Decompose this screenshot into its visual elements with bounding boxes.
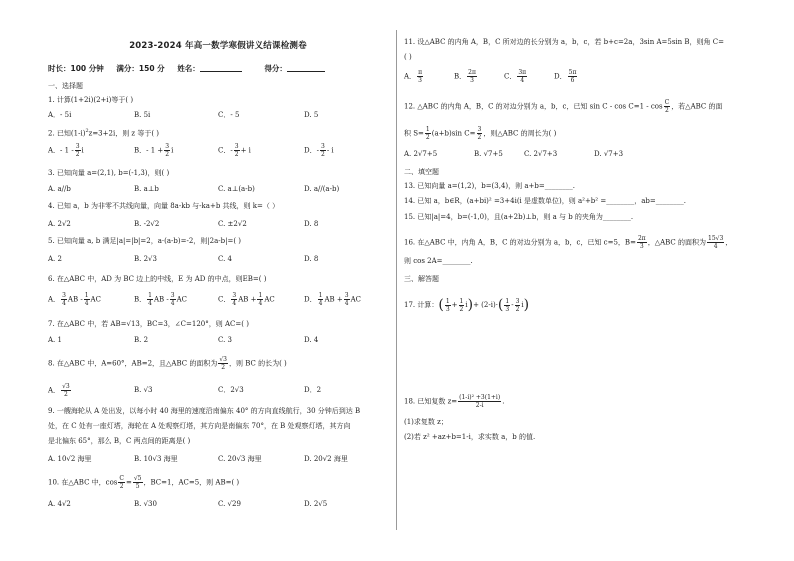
q14-stem[interactable]: 14. 已知 a，b∈R，(a+bi)² =3+4i(i 是虚数单位)，则 a²+b² =________，ab=________.: [404, 197, 686, 205]
time-label: 时长：100 分钟: [48, 64, 104, 73]
q4-option-c[interactable]: C. ±2√2: [218, 220, 247, 228]
section-answer: 三、解答题: [404, 275, 439, 283]
q8-option-a[interactable]: A． $\frac{√3}{2}$: [48, 383, 70, 398]
q5-option-d[interactable]: D. 8: [304, 255, 319, 263]
q7-option-b[interactable]: B. 2: [134, 336, 149, 344]
q18-stem: 18. 已知复数 z= $\frac{\text{(1-i)² +3(1+i)}}{2-i}$ .: [404, 394, 505, 409]
q3-option-c[interactable]: C. a⊥(a-b): [218, 185, 255, 193]
q4-stem: 4. 已知 a，b 为非零不共线向量，向量 8a-kb 与-ka+b 共线，则 k=（ ）: [48, 202, 280, 210]
q12-stem-line2: 积 S= $\frac{1}{2}$ (a+b)sin C= $\frac{3}{2}$ ，则△ABC 的周长为( ): [404, 126, 557, 141]
q1-stem: 1. 计算(1+2i)(2+i)等于( ): [48, 96, 134, 104]
q9-stem-line1: 9. 一艘海轮从 A 处出发，以每小时 40 海里的速度沿南偏东 40° 的方向直线航行，30 分钟后到达 B: [48, 407, 361, 415]
q13-stem[interactable]: 13. 已知向量 a=(1,2)，b=(3,4)，则 a+b=________.: [404, 182, 575, 190]
q3-option-b[interactable]: B. a⊥b: [134, 185, 159, 193]
section-choice: 一、选择题: [48, 82, 83, 90]
name-blank[interactable]: [200, 63, 242, 72]
q12-option-a[interactable]: A. 2√7+5: [404, 150, 438, 158]
column-divider: [396, 30, 397, 530]
q4-option-b[interactable]: B. -2√2: [134, 220, 160, 228]
q16-stem-line1: 16. 在△ABC 中，内角 A，B，C 的对边分别为 a，b，c，已知 c=5，B= $\frac{2\pi}{3}$ ，△ABC 的面积为 $\frac{15√3}{4}$ ，: [404, 235, 733, 250]
q16-stem-line2[interactable]: 则 cos 2A=________.: [404, 257, 473, 265]
score-label: 满分：150 分: [116, 64, 165, 73]
section-fill: 二、填空题: [404, 168, 439, 176]
q18-part2: (2)若 z² +az+b=1-i，求实数 a，b 的值.: [404, 433, 536, 441]
q9-option-c[interactable]: C. 20√3 海里: [218, 455, 262, 463]
q9-option-a[interactable]: A. 10√2 海里: [48, 455, 92, 463]
q10-option-c[interactable]: C. √29: [218, 500, 241, 508]
q6-option-a[interactable]: A． $\frac{3}{4}$ AB - $\frac{1}{4}$ AC: [48, 292, 101, 307]
q7-option-d[interactable]: D. 4: [304, 336, 319, 344]
points-blank[interactable]: [287, 63, 325, 72]
q11-stem-paren: ( ): [404, 53, 412, 61]
q9-option-d[interactable]: D. 20√2 海里: [304, 455, 348, 463]
exam-info: [48, 63, 345, 74]
exam-title: 2023-2024 年高一数学寒假讲义结课检测卷: [129, 41, 307, 51]
q8-option-d[interactable]: D．2: [304, 386, 322, 394]
q2-option-a[interactable]: A．- 1 - $\frac{3}{2}$ i: [48, 143, 84, 158]
q4-option-a[interactable]: A. 2√2: [48, 220, 71, 228]
q9-stem-line2: 处，在 C 处有一座灯塔，海轮在 A 处观察灯塔，其方向是南偏东 70°，在 B 处观察灯塔，其方向: [48, 422, 351, 430]
q3-option-d[interactable]: D. a//(a-b): [304, 185, 340, 193]
q2-option-c[interactable]: C．- $\frac{3}{2}$ + i: [218, 143, 251, 158]
q3-option-a[interactable]: A. a//b: [48, 185, 71, 193]
q4-option-d[interactable]: D. 8: [304, 220, 319, 228]
q8-option-c[interactable]: C．2√3: [218, 386, 244, 394]
q15-stem[interactable]: 15. 已知|a|=4，b=(-1,0)，且(a+2b)⊥b，则 a 与 b 的夹角为________.: [404, 213, 634, 221]
points-label: 得分：: [264, 64, 287, 73]
q11-option-c[interactable]: C． $\frac{3\pi}{4}$: [504, 69, 527, 84]
q9-stem-line3: 是北偏东 65°，那么 B，C 两点间的距离是( ): [48, 437, 191, 445]
q3-stem: 3. 已知向量 a=(2,1), b=(-1,3)，则( ): [48, 169, 170, 177]
q5-stem: 5. 已知向量 a, b 满足|a|=|b|=2，a·(a-b)=-2，则|2a-b|=( ): [48, 237, 242, 245]
q1-option-b[interactable]: B. 5i: [134, 111, 151, 119]
q10-option-a[interactable]: A. 4√2: [48, 500, 71, 508]
name-label: 姓名：: [177, 64, 200, 73]
q18-part1: (1)求复数 z；: [404, 418, 448, 426]
q12-stem-line1: 12. △ABC 的内角 A，B，C 的对边分别为 a，b，c，已知 sin C - cos C=1 - cos $\frac{C}{2}$ ，若△ABC 的面: [404, 99, 723, 114]
q1-option-d[interactable]: D. 5: [304, 111, 319, 119]
q5-option-c[interactable]: C. 4: [218, 255, 233, 263]
q6-option-c[interactable]: C． $\frac{3}{4}$ AB + $\frac{1}{4}$ AC: [218, 292, 275, 307]
q7-stem: 7. 在△ABC 中，若 AB=√13，BC=3，∠C=120°，则 AC=( ): [48, 320, 249, 328]
q6-option-d[interactable]: D． $\frac{1}{4}$ AB + $\frac{3}{4}$ AC: [304, 292, 361, 307]
q12-option-d[interactable]: D. √7+3: [594, 150, 624, 158]
q10-option-b[interactable]: B. √30: [134, 500, 157, 508]
q2-option-d[interactable]: D．- $\frac{3}{2}$ - i: [304, 143, 334, 158]
q11-option-a[interactable]: A． $\frac{\pi}{3}$: [404, 69, 423, 84]
q12-option-c[interactable]: C. 2√7+3: [524, 150, 558, 158]
q8-option-b[interactable]: B. √3: [134, 386, 153, 394]
q10-stem: 10. 在△ABC 中，cos $\frac{C}{2}$ = $\frac{√5}{5}$ ，BC=1，AC=5，则 AB=( ): [48, 475, 240, 490]
q10-option-d[interactable]: D. 2√5: [304, 500, 328, 508]
q6-stem: 6. 在△ABC 中，AD 为 BC 边上的中线，E 为 AD 的中点，则EB=( ): [48, 275, 267, 283]
q11-option-b[interactable]: B． $\frac{2\pi}{3}$: [454, 69, 476, 84]
q5-option-b[interactable]: B. 2√3: [134, 255, 157, 263]
q1-option-a[interactable]: A．- 5i: [48, 111, 72, 119]
q8-stem: 8. 在△ABC 中，A=60°，AB=2，且△ABC 的面积为 $\frac{√3}{2}$ ，则 BC 的长为( ): [48, 356, 287, 371]
q9-option-b[interactable]: B. 10√3 海里: [134, 455, 178, 463]
q7-option-c[interactable]: C. 3: [218, 336, 233, 344]
q1-option-c[interactable]: C．- 5: [218, 111, 240, 119]
q2-option-b[interactable]: B．- 1 + $\frac{3}{2}$ i: [134, 143, 174, 158]
q11-option-d[interactable]: D． $\frac{5\pi}{6}$: [554, 69, 577, 84]
q11-stem: 11. 设△ABC 的内角 A，B，C 所对边的长分别为 a，b，c，若 b+c=2a，3sin A=5sin B，则角 C=: [404, 38, 724, 46]
q12-option-b[interactable]: B. √7+5: [474, 150, 503, 158]
q5-option-a[interactable]: A. 2: [48, 255, 62, 263]
q2-stem: 2. 已知$(1-i)^2z=3+2i$，则 z 等于( ): [48, 128, 160, 138]
q17-stem: 17. 计算：( $\frac{1}{3}$ + $\frac{1}{2}$ i)+ (2-i)·( $\frac{1}{3}$ - $\frac{3}{2}$ i): [404, 297, 530, 313]
q6-option-b[interactable]: B． $\frac{1}{4}$ AB - $\frac{3}{4}$ AC: [134, 292, 188, 307]
q7-option-a[interactable]: A. 1: [48, 336, 62, 344]
